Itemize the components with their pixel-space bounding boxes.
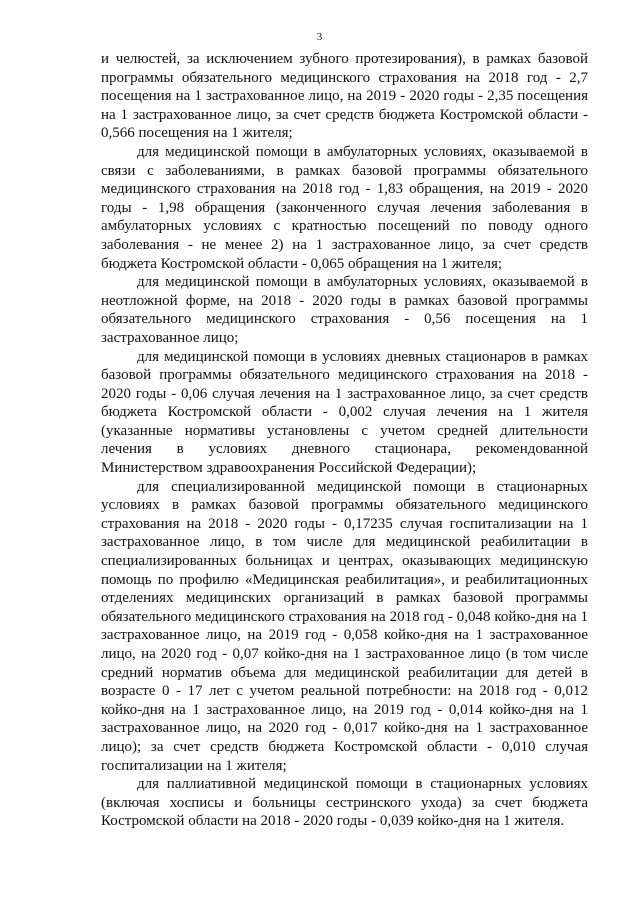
paragraph-ambulatory-emergency: для медицинской помощи в амбулаторных условиях, оказываемой в неотложной форме, на 2018 - 2020 годы в рамках базовой программы обязательного медицинского страхования - 0,56 посещения на 1 застрахованное лицо; [101, 274, 588, 346]
paragraph-palliative-care: для паллиативной медицинской помощи в стационарных условиях (включая хосписы и больницы сестринского ухода) за счет бюджета Костромской области на 2018 - 2020 годы - 0,039 койко-дня на 1 жителя. [101, 776, 588, 830]
page-number: 3 [316, 31, 323, 43]
paragraph-ambulatory-diseases: для медицинской помощи в амбулаторных условиях, оказываемой в связи с заболеваниями, в рамках базовой программы обязательного медицинского страхования на 2018 год - 1,83 обращения, на 2019 - 2020 годы - 1,98 обращения (законченного случая лечения заболевания в амбулаторных условиях с кратностью посещений по поводу одного заболевания - не менее 2) на 1 застрахованное лицо, за счет средств бюджета Костромской области - 0,065 обращения на 1 жителя; [101, 143, 588, 272]
paragraph-continuation: и челюстей, за исключением зубного протезирования), в рамках базовой программы обязательного медицинского страхования на 2018 год - 2,7 посещения на 1 застрахованное лицо, на 2019 - 2020 годы - 2,35 посещения на 1 застрахованное лицо, за счет средств бюджета Костромской области - 0,566 посещения на 1 жителя; [101, 51, 588, 142]
paragraph-day-hospital: для медицинской помощи в условиях дневных стационаров в рамках базовой программы обязательного медицинского страхования на 2018 - 2020 годы - 0,06 случая лечения на 1 застрахованное лицо, за счет средств бюджета Костромской области - 0,002 случая лечения на 1 жителя (указанные нормативы установлены с учетом средней длительности лечения в условиях дневного стационара, рекомендованной Министерством здравоохранения Российской Федерации); [101, 348, 588, 477]
paragraph-specialized-inpatient: для специализированной медицинской помощи в стационарных условиях в рамках базовой программы обязательного медицинского страхования на 2018 - 2020 годы - 0,17235 случая госпитализации на 1 застрахованное лицо, в том числе для медицинской реабилитации в специализированных больницах и центрах, оказывающих медицинскую помощь по профилю «Медицинская реабилитация», и реабилитационных отделениях медицинских организаций в рамках базовой программы обязательного медицинского страхования на 2018 год - 0,048 койко-дня на 1 застрахованное лицо, на 2019 год - 0,058 койко-дня на 1 застрахованное лицо, на 2020 год - 0,07 койко-дня на 1 застрахованное лицо (в том числе средний норматив объема для медицинской реабилитации для детей в возрасте 0 - 17 лет с учетом реальной потребности: на 2018 год - 0,012 койко-дня на 1 застрахованное лицо, на 2019 год - 0,014 койко-дня на 1 застрахованное лицо, на 2020 год - 0,017 койко-дня на 1 застрахованное лицо); за счет средств бюджета Костромской области - 0,010 случая госпитализации на 1 жителя; [101, 478, 588, 774]
document-body [101, 50, 588, 831]
